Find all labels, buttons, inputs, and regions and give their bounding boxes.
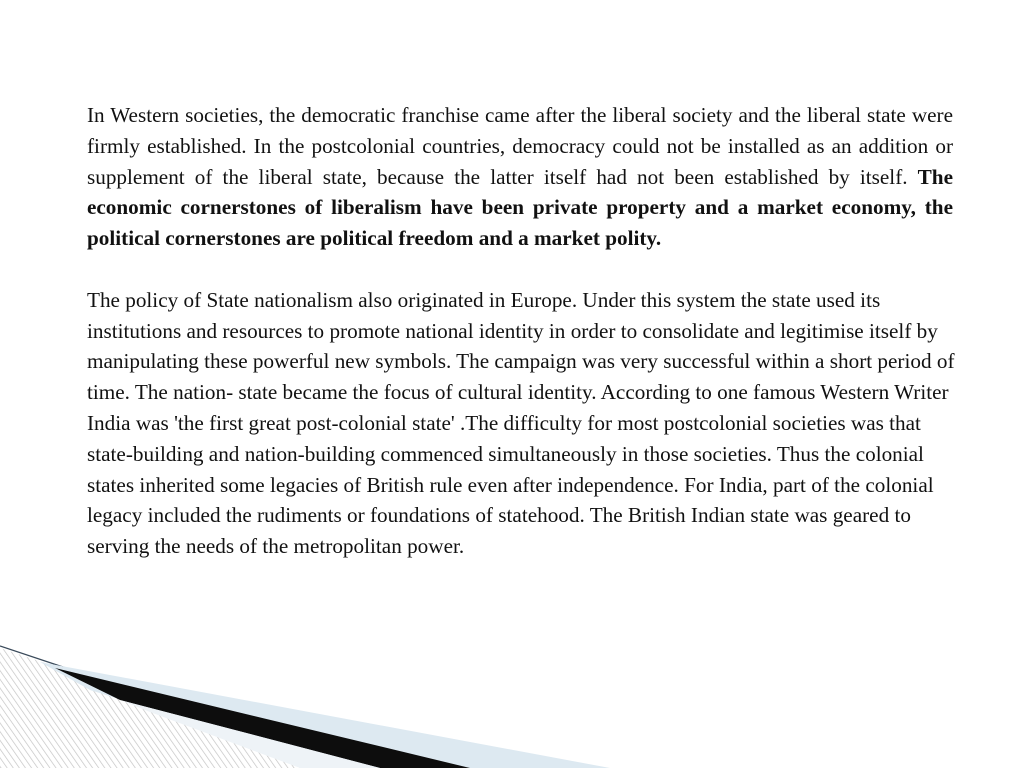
hatched-band xyxy=(0,648,370,768)
light-blue-swoosh xyxy=(40,662,610,768)
accent-line xyxy=(0,646,72,670)
paragraph-liberal-state xyxy=(87,100,953,254)
black-swoosh xyxy=(55,668,470,768)
paragraph-1-bold-text: The economic cornerstones of liberalism have been private property and a market economy, the political cornerstones are political freedom and a market polity. xyxy=(87,164,953,251)
paragraph-1-text: In Western societies, the democratic franchise came after the liberal society and the liberal state were firmly established. In the postcolonial countries, democracy could not be installed as an addition or supplement of the liberal state, because the latter itself had not been established by itself. xyxy=(87,103,953,189)
slide-body xyxy=(87,100,953,562)
pale-band xyxy=(120,700,380,768)
paragraph-state-nationalism: The policy of State nationalism also originated in Europe. Under this system the state used its institutions and resources to promote national identity in order to consolidate and legitimise itself by manipulating these powerful new symbols. The campaign was very successful within a short period of time. The nation- state became the focus of cultural identity. According to one famous Western Writer India was 'the first great post-colonial state' .The difficulty for most postcolonial societies was that state-building and nation-building commenced simultaneously in those societies. Thus the colonial states inherited some legacies of British rule even after independence. For India, part of the colonial legacy included the rudiments or foundations of statehood. The British Indian state was geared to serving the needs of the metropolitan power. xyxy=(87,287,955,559)
paragraph-spacer xyxy=(87,254,953,285)
